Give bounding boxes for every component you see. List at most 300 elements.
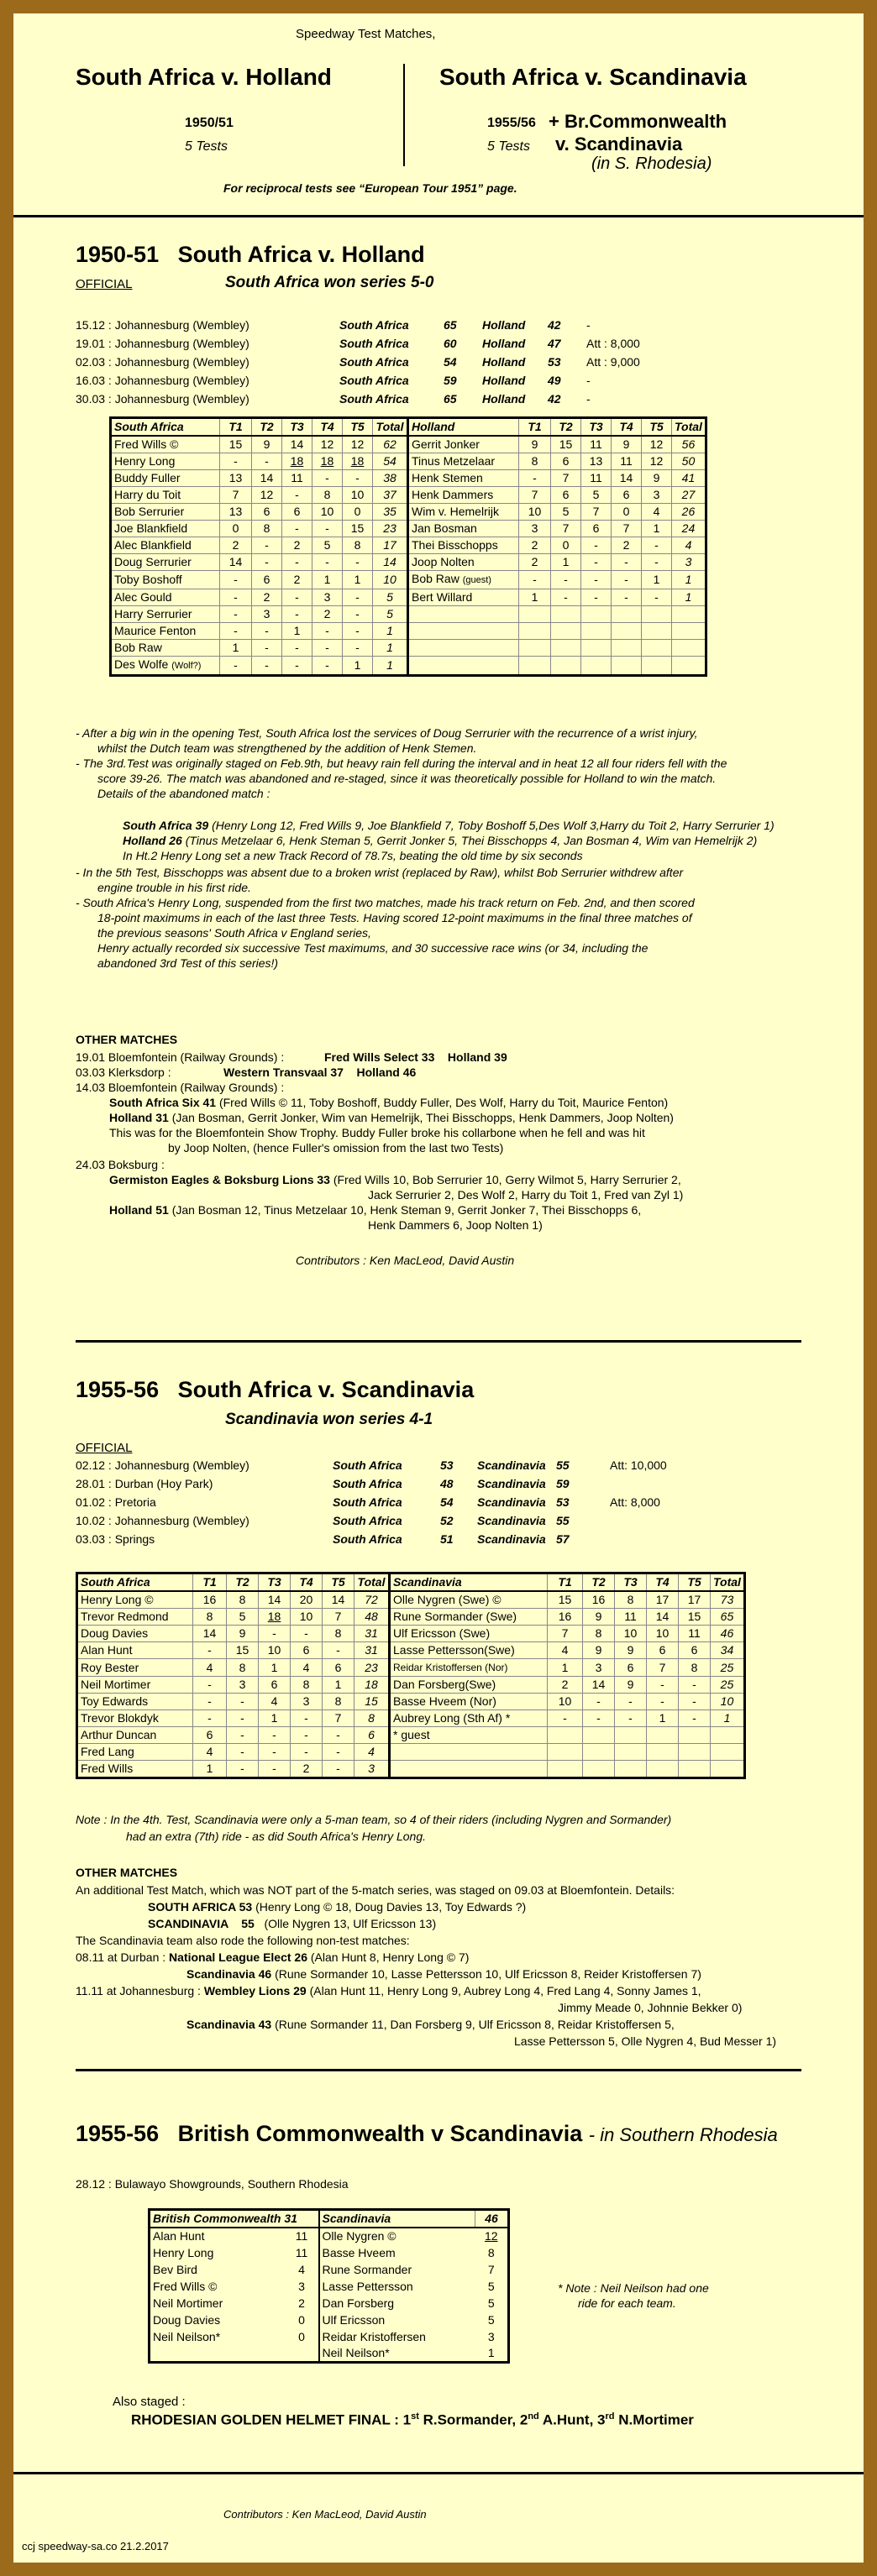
- match-date: 28.01 : Durban (Hoy Park): [76, 1477, 213, 1490]
- rider-score: [642, 640, 672, 657]
- header-note: For reciprocal tests see “European Tour 1951” page.: [223, 181, 517, 195]
- rider-score: [343, 470, 373, 487]
- rider-name: [150, 2295, 286, 2312]
- rider-score: [220, 606, 252, 623]
- cell-text: 8: [531, 454, 538, 468]
- rider-name: [150, 2261, 286, 2278]
- rider-total: [672, 521, 706, 537]
- cell-text: -: [240, 1711, 244, 1725]
- cell-text: -: [234, 590, 238, 604]
- rider-name: [319, 2244, 475, 2261]
- rider-score: [519, 571, 551, 589]
- rider-score: [615, 1710, 647, 1727]
- cell-text: 1: [561, 1660, 569, 1674]
- rider-score: [583, 1677, 615, 1694]
- rider-total: [672, 453, 706, 470]
- rider-score: [548, 1727, 583, 1744]
- match-away-score: 59: [556, 1477, 570, 1490]
- table-header-cell: T4: [312, 418, 343, 437]
- rider-score: [282, 470, 312, 487]
- rider-total: [672, 504, 706, 521]
- s1-other-title: OTHER MATCHES: [76, 1033, 178, 1046]
- match-home: South Africa: [333, 1477, 402, 1490]
- rider-score: [343, 504, 373, 521]
- header-divider: [403, 64, 405, 166]
- rider-score: [312, 521, 343, 537]
- cell-text: 14: [331, 1593, 345, 1606]
- s2-other-sa: SOUTH AFRICA 53 (Henry Long © 18, Doug Davies 13, Toy Edwards ?): [148, 1900, 527, 1914]
- rider-score: [551, 589, 581, 606]
- cell-text: Joe Blankfield: [114, 521, 188, 535]
- table-header-cell: Total: [354, 1573, 390, 1592]
- bc-table: [148, 2208, 510, 2364]
- s1-official: OFFICIAL: [76, 277, 133, 291]
- rider-score: [519, 521, 551, 537]
- note-line: score 39-26. The match was abandoned and re-staged, since it was theoretically possible for Holland to win the match.: [97, 772, 717, 785]
- cell-text: Henry Long ©: [81, 1593, 154, 1606]
- rider-score: [193, 1694, 227, 1710]
- cell-text: 0: [298, 2312, 305, 2327]
- cell-text: -: [336, 1728, 340, 1741]
- rider-score: [615, 1694, 647, 1710]
- cell-text: 25: [720, 1660, 734, 1674]
- rider-name: [390, 1659, 548, 1677]
- match-date: 19.01 : Johannesburg (Wembley): [76, 337, 249, 350]
- s2-durban-b: Scandinavia 46 (Rune Sormander 10, Lasse Pettersson 10, Ulf Ericsson 8, Reider Kristoffersen 7): [186, 1967, 701, 1981]
- rider-score: [519, 554, 551, 571]
- rider-score: [282, 606, 312, 623]
- cell-text: 3: [323, 590, 331, 604]
- rider-total: [354, 1761, 390, 1778]
- table-header-cell: T2: [583, 1573, 615, 1592]
- match-away-score: 53: [556, 1495, 570, 1509]
- cell-text: Roy Bester: [81, 1660, 139, 1674]
- cell-text: 1: [659, 1711, 666, 1725]
- rider-score: [551, 554, 581, 571]
- rider-score: [291, 1744, 323, 1761]
- rider-score: [193, 1710, 227, 1727]
- rider-score: [343, 453, 373, 470]
- cell-text: Alan Hunt: [153, 2229, 205, 2243]
- cell-text: 16: [591, 1593, 606, 1606]
- cell-text: 12: [484, 2229, 498, 2243]
- table-row: [111, 623, 706, 640]
- rider-score: [286, 2244, 319, 2261]
- cell-text: 9: [622, 437, 630, 451]
- table-header-cell: T2: [551, 418, 581, 437]
- cell-text: 14: [260, 471, 274, 484]
- rider-score: [220, 657, 252, 676]
- rider-score: [193, 1659, 227, 1677]
- table-row: [111, 554, 706, 571]
- cell-text: 15: [558, 1593, 572, 1606]
- cell-text: -: [533, 573, 537, 586]
- rider-name: [111, 537, 220, 554]
- match-home-score: 51: [440, 1532, 454, 1546]
- cell-text: 6: [206, 1728, 213, 1741]
- rider-score: [252, 589, 282, 606]
- table-header-cell: T4: [647, 1573, 679, 1592]
- cell-text: 6: [562, 488, 570, 501]
- rider-score: [647, 1659, 679, 1677]
- rider-total: [373, 657, 408, 676]
- rider-total: [711, 1626, 745, 1642]
- table-row: [77, 1659, 745, 1677]
- cell-text: Reidar Kristoffersen: [322, 2329, 426, 2343]
- rider-score: [291, 1642, 323, 1659]
- note-line: Henry actually recorded six successive Test maximums, and 30 successive race wins (or 34, including the: [97, 941, 649, 955]
- rider-total: [711, 1761, 745, 1778]
- rider-name: [77, 1744, 193, 1761]
- rider-name: [390, 1677, 548, 1694]
- cell-text: -: [594, 573, 598, 586]
- rider-name: [111, 606, 220, 623]
- cell-text: 5: [323, 538, 331, 552]
- rider-score: [615, 1761, 647, 1778]
- cell-text: -: [265, 658, 269, 672]
- cell-text: 2: [561, 1678, 569, 1691]
- right-extra-2: v. Scandinavia: [555, 134, 683, 154]
- rider-score: [323, 1609, 354, 1626]
- cell-text: Toy Edwards: [81, 1694, 149, 1708]
- note-line: - South Africa's Henry Long, suspended from the first two matches, made his track return on Feb. 2nd, and then scored: [76, 896, 695, 909]
- rider-score: [612, 606, 642, 623]
- rider-score: [323, 1659, 354, 1677]
- rider-score: [679, 1642, 711, 1659]
- note-line: 18-point maximums in each of the last three Tests. Having scored 12-point maximums in the final three matches of: [97, 911, 692, 924]
- rider-name: [390, 1626, 548, 1642]
- table-header-cell: T1: [220, 418, 252, 437]
- cell-text: 3: [685, 555, 692, 568]
- rider-total: [354, 1626, 390, 1642]
- rider-name: [150, 2228, 286, 2244]
- cell-text: 6: [562, 454, 570, 468]
- rider-score: [615, 1609, 647, 1626]
- match-date: 02.12 : Johannesburg (Wembley): [76, 1458, 249, 1472]
- left-title: South Africa v. Holland: [76, 64, 332, 90]
- cell-text: -: [355, 624, 360, 637]
- table-row: [111, 470, 706, 487]
- cell-text: -: [325, 658, 329, 672]
- rider-score: [475, 2312, 509, 2328]
- cell-text: 10: [528, 505, 542, 518]
- cell-text: 2: [232, 538, 239, 552]
- cell-text: -: [304, 1711, 308, 1725]
- cell-text: -: [628, 1711, 633, 1725]
- rider-score: [475, 2328, 509, 2345]
- rider-score: [548, 1659, 583, 1677]
- table-row: [77, 1677, 745, 1694]
- rider-score: [583, 1626, 615, 1642]
- cell-text: 9: [627, 1678, 634, 1691]
- rider-score: [647, 1677, 679, 1694]
- s2-note-1: Note : In the 4th. Test, Scandinavia were only a 5-man team, so 4 of their riders (including Nygren and Sormander): [76, 1813, 672, 1826]
- rider-name: [77, 1626, 193, 1642]
- rider-name: [111, 470, 220, 487]
- cell-text: -: [272, 1728, 276, 1741]
- rider-name: [150, 2328, 286, 2345]
- s2-note-2: had an extra (7th) ride - as did South Africa's Henry Long.: [126, 1830, 427, 1843]
- rider-name: [111, 623, 220, 640]
- o2-match: Western Transvaal 37 Holland 46: [223, 1065, 417, 1079]
- rider-score: [323, 1761, 354, 1778]
- cell-text: -: [336, 1643, 340, 1657]
- cell-text: -: [234, 658, 238, 672]
- cell-text: Ulf Ericsson: [322, 2312, 386, 2327]
- match-home: South Africa: [339, 392, 409, 406]
- rider-name: [408, 657, 519, 676]
- team-right: Scandinavia: [319, 2210, 475, 2228]
- right-year: 1955/56: [487, 116, 536, 130]
- rider-total: [672, 571, 706, 589]
- cell-text: Trevor Blokdyk: [81, 1711, 159, 1725]
- rider-score: [583, 1761, 615, 1778]
- cell-text: 2: [302, 1762, 310, 1775]
- cell-text: 18: [290, 454, 304, 468]
- cell-text: 1: [685, 590, 692, 604]
- cell-text: -: [240, 1694, 244, 1708]
- rider-name: [77, 1642, 193, 1659]
- rider-score: [642, 487, 672, 504]
- cell-text: 8: [368, 1711, 375, 1725]
- rider-score: [612, 640, 642, 657]
- rider-score: [475, 2244, 509, 2261]
- cell-text: -: [596, 1694, 601, 1708]
- rider-score: [286, 2328, 319, 2345]
- rider-score: [548, 1591, 583, 1609]
- rider-score: [612, 453, 642, 470]
- rider-score: [615, 1591, 647, 1609]
- cell-text: Buddy Fuller: [114, 471, 181, 484]
- rider-score: [193, 1642, 227, 1659]
- rider-score: [581, 571, 612, 589]
- rider-score: [343, 606, 373, 623]
- cell-text: Dan Forsberg: [322, 2296, 395, 2310]
- cell-text: -: [207, 1643, 212, 1657]
- rider-total: [711, 1677, 745, 1694]
- rider-score: [612, 657, 642, 676]
- o3-line-3: This was for the Bloemfontein Show Trophy. Buddy Fuller broke his collarbone when he fell and was hit: [109, 1126, 645, 1139]
- rider-score: [312, 640, 343, 657]
- cell-text: Reidar Kristoffersen (Nor): [393, 1662, 508, 1673]
- cell-text: 9: [595, 1610, 602, 1623]
- rider-score: [312, 571, 343, 589]
- rider-score: [612, 554, 642, 571]
- cell-text: 8: [595, 1626, 602, 1640]
- rider-score: [642, 470, 672, 487]
- rider-score: [615, 1677, 647, 1694]
- s3-date: 28.12 : Bulawayo Showgrounds, Southern Rhodesia: [76, 2177, 349, 2191]
- rider-name: [150, 2278, 286, 2295]
- table-row: [77, 1744, 745, 1761]
- table-header-row: [77, 1573, 745, 1592]
- cell-text: -: [304, 1745, 308, 1758]
- s1-result: South Africa won series 5-0: [225, 274, 434, 291]
- rider-score: [642, 453, 672, 470]
- rider-score: [647, 1727, 679, 1744]
- cell-text: 7: [232, 488, 239, 501]
- match-date: 03.03 : Springs: [76, 1532, 155, 1546]
- rider-total: [373, 640, 408, 657]
- cell-text: -: [272, 1745, 276, 1758]
- cell-text: 6: [263, 573, 270, 586]
- match-date: 10.02 : Johannesburg (Wembley): [76, 1514, 249, 1527]
- cell-text: Bob Raw: [412, 572, 460, 585]
- rider-score: [282, 436, 312, 453]
- rider-score: [583, 1744, 615, 1761]
- cell-text: 35: [383, 505, 396, 518]
- rider-score: [519, 623, 551, 640]
- rider-score: [583, 1609, 615, 1626]
- cell-text: 48: [365, 1610, 378, 1623]
- cell-text: 4: [653, 505, 660, 518]
- right-tests: 5 Tests: [487, 139, 530, 154]
- cell-text: 62: [383, 437, 396, 451]
- cell-text: 9: [595, 1643, 602, 1657]
- rider-score: [323, 1727, 354, 1744]
- cell-text: -: [272, 1626, 276, 1640]
- cell-text: 4: [561, 1643, 569, 1657]
- rider-score: [679, 1761, 711, 1778]
- rider-score: [612, 470, 642, 487]
- rider-score: [282, 623, 312, 640]
- rider-score: [291, 1710, 323, 1727]
- rider-score: [291, 1677, 323, 1694]
- rider-score: [343, 657, 373, 676]
- table-header-cell: Total: [373, 418, 408, 437]
- divider: [13, 215, 864, 217]
- rider-score: [227, 1642, 259, 1659]
- cell-text: 65: [720, 1610, 734, 1623]
- match-date: 15.12 : Johannesburg (Wembley): [76, 318, 249, 332]
- cell-text: 6: [592, 521, 600, 535]
- table-row: [111, 504, 706, 521]
- cell-text: -: [533, 471, 537, 484]
- rider-score: [581, 487, 612, 504]
- divider: [13, 2472, 864, 2474]
- cell-text: 1: [270, 1660, 278, 1674]
- cell-text: 17: [655, 1593, 670, 1606]
- table-row: [77, 1761, 745, 1778]
- cell-text: -: [240, 1745, 244, 1758]
- rider-score: [615, 1744, 647, 1761]
- match-away: Scandinavia: [477, 1458, 546, 1472]
- cell-text: 1: [562, 555, 570, 568]
- rider-name: [77, 1727, 193, 1744]
- note-line: - After a big win in the opening Test, South Africa lost the services of Doug Serrurier with the recurrence of a wrist injury,: [76, 726, 698, 740]
- cell-text: 6: [293, 505, 301, 518]
- rider-name: [77, 1659, 193, 1677]
- cell-text: 10: [350, 488, 365, 501]
- rider-total: [711, 1642, 745, 1659]
- cell-text: 46: [720, 1626, 734, 1640]
- cell-text: 1: [653, 521, 660, 535]
- cell-text: Arthur Duncan: [81, 1728, 157, 1741]
- table-header-cell: T1: [548, 1573, 583, 1592]
- cell-text: Maurice Fenton: [114, 624, 197, 637]
- cell-text: 14: [655, 1610, 670, 1623]
- team-right-score: 46: [475, 2210, 509, 2228]
- note-line: engine trouble in his first ride.: [97, 881, 251, 894]
- cell-text: 10: [267, 1643, 281, 1657]
- rider-score: [642, 606, 672, 623]
- cell-text: Olle Nygren (Swe) ©: [393, 1593, 502, 1606]
- table-row: [77, 1591, 745, 1609]
- cell-text: -: [207, 1678, 212, 1691]
- note-line: - In the 5th Test, Bisschopps was absent due to a broken wrist (replaced by Raw), whilst Bob Serrurier withdrew after: [76, 866, 684, 879]
- s3-title: 1955-56 British Commonwealth v Scandinavia - in Southern Rhodesia: [76, 2121, 778, 2146]
- rider-name: [319, 2295, 475, 2312]
- cell-text: 34: [720, 1643, 734, 1657]
- cell-text: 0: [622, 505, 630, 518]
- cell-text: 23: [383, 521, 396, 535]
- rider-score: [475, 2228, 509, 2244]
- rider-total: [354, 1710, 390, 1727]
- rider-score: [519, 537, 551, 554]
- rider-score: [323, 1677, 354, 1694]
- cell-text: Fred Wills ©: [153, 2279, 218, 2293]
- rider-score: [612, 521, 642, 537]
- rider-score: [291, 1609, 323, 1626]
- cell-text: 1: [723, 1711, 731, 1725]
- cell-text: 18: [267, 1610, 281, 1623]
- cell-text: 1: [531, 590, 538, 604]
- match-home-score: 54: [440, 1495, 454, 1509]
- rider-score: [475, 2295, 509, 2312]
- cell-text: 7: [531, 488, 538, 501]
- table-header-cell: Holland: [408, 418, 519, 437]
- cell-text: 3: [263, 607, 270, 620]
- note-line: the previous seasons' South Africa v England series,: [97, 926, 371, 940]
- rider-score: [551, 487, 581, 504]
- table-row: [111, 521, 706, 537]
- cell-text: 2: [323, 607, 331, 620]
- table-header-cell: South Africa: [77, 1573, 193, 1592]
- cell-text: 8: [334, 1626, 342, 1640]
- rider-score: [519, 453, 551, 470]
- rider-score: [583, 1642, 615, 1659]
- rider-name: [408, 606, 519, 623]
- rider-total: [672, 623, 706, 640]
- rider-score: [551, 606, 581, 623]
- cell-text: 8: [302, 1678, 310, 1691]
- rider-score: [343, 571, 373, 589]
- cell-text: -: [563, 1711, 567, 1725]
- table-header-cell: Total: [672, 418, 706, 437]
- rider-score: [475, 2278, 509, 2295]
- cell-text: 4: [302, 1660, 310, 1674]
- rider-total: [354, 1744, 390, 1761]
- cell-text: 50: [681, 454, 696, 468]
- cell-text: -: [624, 573, 628, 586]
- cell-text: 11: [295, 2229, 308, 2243]
- cell-text: Bob Raw: [114, 641, 162, 654]
- cell-text: Alec Blankfield: [114, 538, 192, 552]
- note-line: - The 3rd.Test was originally staged on Feb.9th, but heavy rain fell during the interval and in heat 12 all four riders fell with the: [76, 757, 727, 770]
- rider-total: [354, 1591, 390, 1609]
- cell-text: 25: [720, 1678, 734, 1691]
- rider-total: [354, 1677, 390, 1694]
- rider-score: [252, 470, 282, 487]
- rider-total: [711, 1591, 745, 1609]
- cell-text: Olle Nygren ©: [322, 2229, 396, 2243]
- match-date: 30.03 : Johannesburg (Wembley): [76, 392, 249, 406]
- rider-score: [642, 571, 672, 589]
- cell-text: 15: [559, 437, 573, 451]
- cell-text: 13: [228, 471, 243, 484]
- cell-text: 2: [263, 590, 270, 604]
- match-home: South Africa: [339, 318, 409, 332]
